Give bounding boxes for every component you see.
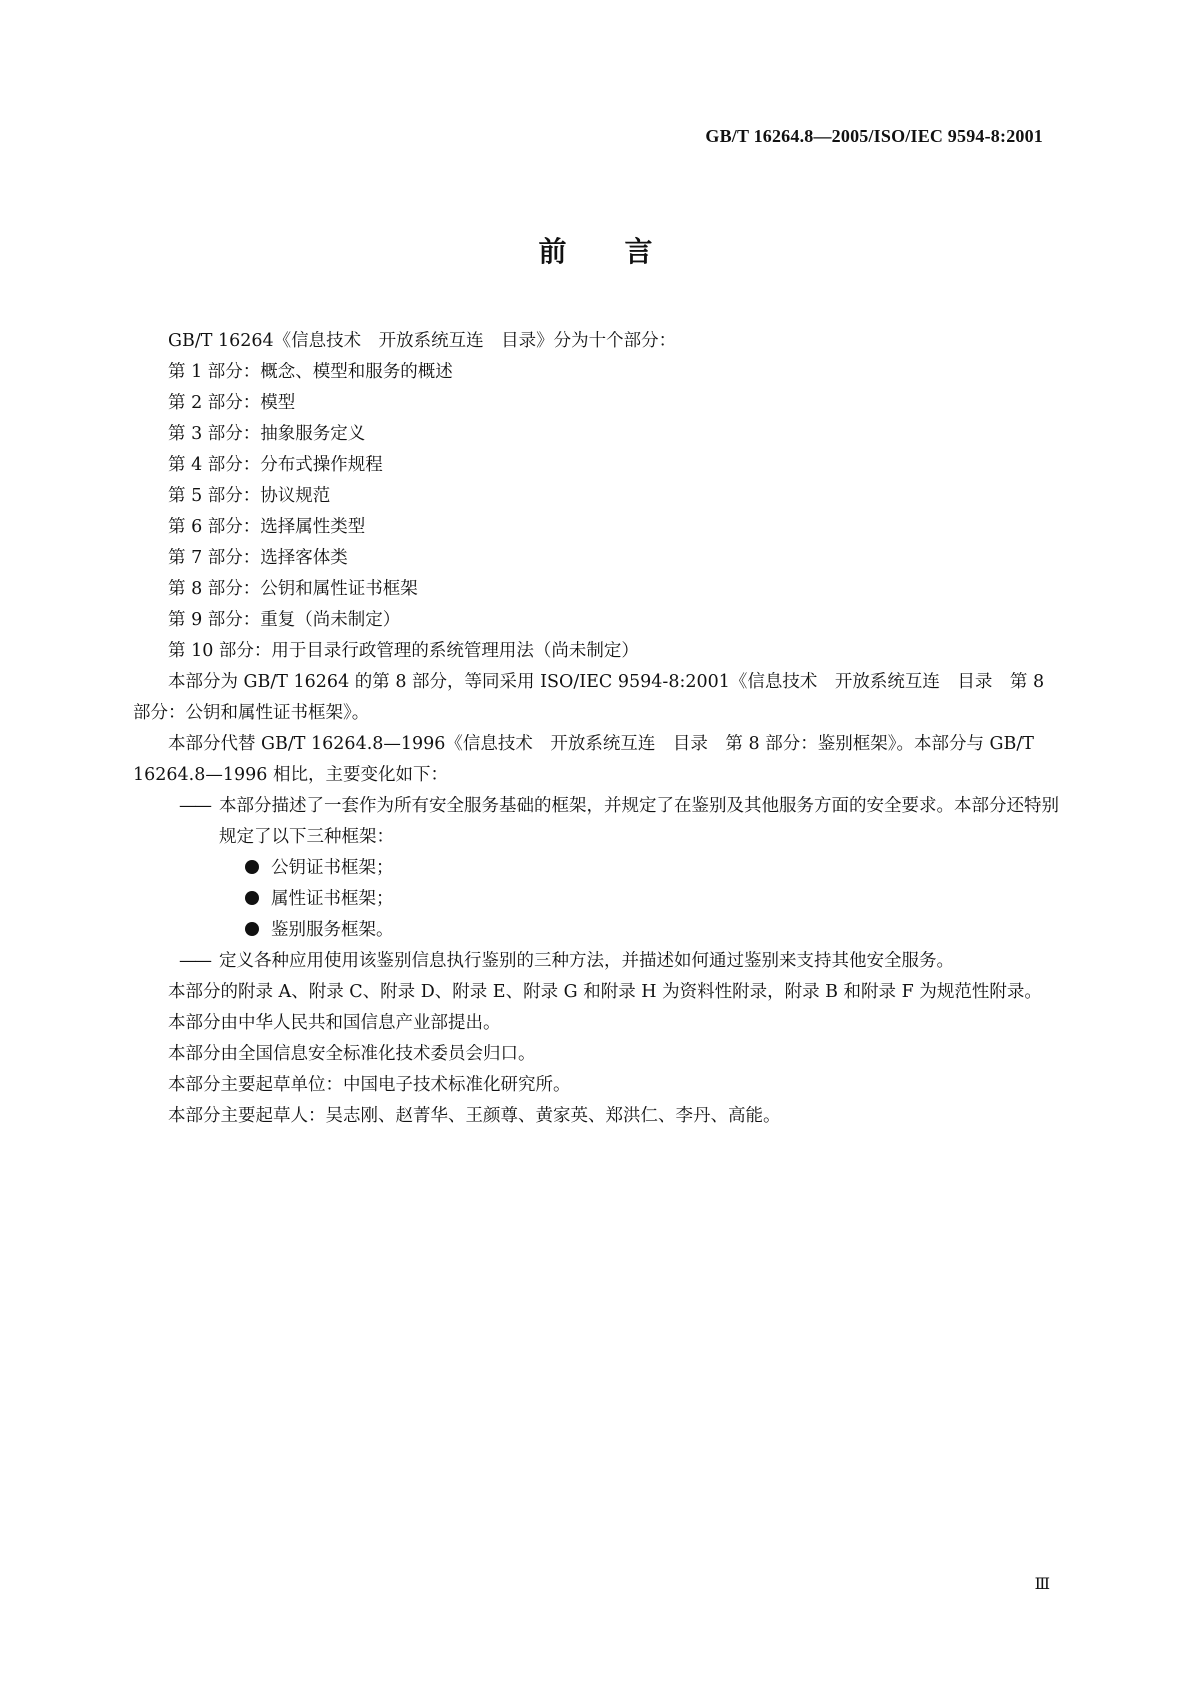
part-item: 第 2 部分：模型 [168, 393, 296, 413]
part-item: 第 3 部分：抽象服务定义 [168, 424, 366, 444]
adoption-paragraph: 本部分为 GB/T 16264 的第 8 部分，等同采用 ISO/IEC 9594-8:2001《信息技术 开放系统互连 目录 第 8 部分：公钥和属性证书框架》。 [133, 672, 1045, 723]
framework-text: 属性证书框架； [271, 889, 394, 909]
standard-code-header: GB/T 16264.8—2005/ISO/IEC 9594-8:2001 [705, 126, 1043, 146]
part-item: 第 1 部分：概念、模型和服务的概述 [168, 362, 453, 382]
part-item: 第 7 部分：选择客体类 [168, 548, 348, 568]
framework-item [133, 884, 1061, 915]
part-item: 第 9 部分：重复（尚未制定） [168, 610, 401, 630]
drafting-unit-paragraph: 本部分主要起草单位：中国电子技术标准化研究所。 [168, 1075, 571, 1095]
bullet-dot-icon [245, 891, 259, 905]
part-item: 第 4 部分：分布式操作规程 [168, 455, 383, 475]
framework-item [133, 853, 1061, 884]
framework-text: 鉴别服务框架。 [271, 920, 394, 940]
change-text: 本部分描述了一套作为所有安全服务基础的框架，并规定了在鉴别及其他服务方面的安全要求。本部分还特别规定了以下三种框架： [219, 796, 1059, 847]
change-text: 定义各种应用使用该鉴别信息执行鉴别的三种方法，并描述如何通过鉴别来支持其他安全服务。 [219, 951, 954, 971]
dash-mark: —— [179, 951, 210, 971]
annexes-paragraph: 本部分的附录 A、附录 C、附录 D、附录 E、附录 G 和附录 H 为资料性附录，附录 B 和附录 F 为规范性附录。 [168, 982, 1042, 1002]
dash-mark: —— [179, 796, 210, 816]
page-number: Ⅲ [1034, 1576, 1049, 1593]
change-item [133, 946, 1061, 977]
part-item: 第 10 部分：用于目录行政管理的系统管理用法（尚未制定） [168, 641, 639, 661]
bullet-dot-icon [245, 922, 259, 936]
page-title: 前言 [538, 235, 711, 268]
bullet-dot-icon [245, 860, 259, 874]
drafters-paragraph: 本部分主要起草人：吴志刚、赵菁华、王颜尊、黄家英、郑洪仁、李丹、高能。 [168, 1106, 781, 1126]
framework-item [133, 915, 1061, 946]
part-item: 第 6 部分：选择属性类型 [168, 517, 366, 537]
managed-by-paragraph: 本部分由全国信息安全标准化技术委员会归口。 [168, 1044, 536, 1064]
proposed-by-paragraph: 本部分由中华人民共和国信息产业部提出。 [168, 1013, 501, 1033]
intro-paragraph: GB/T 16264《信息技术 开放系统互连 目录》分为十个部分： [168, 331, 677, 351]
part-item: 第 5 部分：协议规范 [168, 486, 331, 506]
replaces-paragraph: 本部分代替 GB/T 16264.8—1996《信息技术 开放系统互连 目录 第 8 部分：鉴别框架》。本部分与 GB/T 16264.8—1996 相比，主要变化如下： [133, 734, 1034, 785]
part-item: 第 8 部分：公钥和属性证书框架 [168, 579, 418, 599]
change-item [133, 791, 1061, 853]
foreword-body [133, 326, 1061, 1132]
framework-text: 公钥证书框架； [271, 858, 394, 878]
